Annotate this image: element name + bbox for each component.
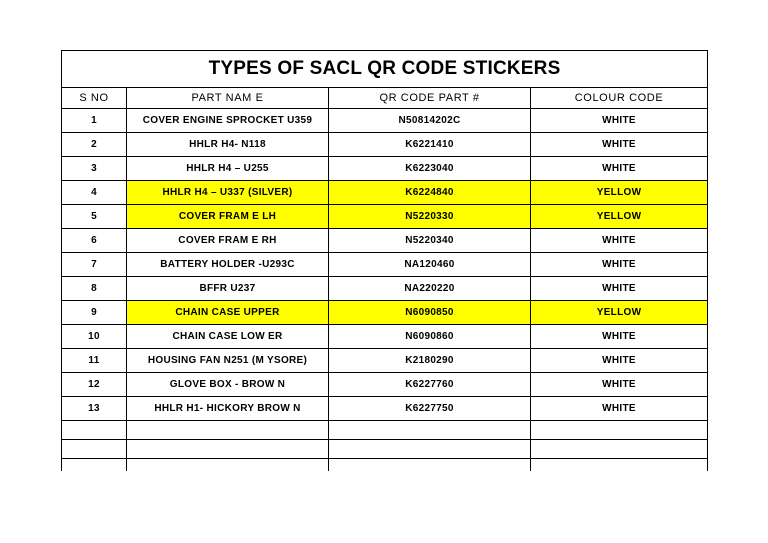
empty-cell xyxy=(329,440,531,459)
header-colour-code: COLOUR CODE xyxy=(531,88,708,109)
empty-row xyxy=(62,459,708,472)
cell-colour: WHITE xyxy=(531,397,708,421)
empty-cell xyxy=(531,459,708,472)
cell-colour: WHITE xyxy=(531,373,708,397)
cell-qr-code: K6227750 xyxy=(329,397,531,421)
empty-row xyxy=(62,440,708,459)
table-row xyxy=(62,277,708,301)
empty-cell xyxy=(62,459,127,472)
table-row xyxy=(62,205,708,229)
cell-sno: 11 xyxy=(62,349,127,373)
cell-colour: WHITE xyxy=(531,157,708,181)
cell-colour: WHITE xyxy=(531,277,708,301)
cell-qr-code: N5220330 xyxy=(329,205,531,229)
empty-cell xyxy=(531,440,708,459)
cell-colour: WHITE xyxy=(531,109,708,133)
cell-sno: 4 xyxy=(62,181,127,205)
cell-sno: 5 xyxy=(62,205,127,229)
cell-part-name: HOUSING FAN N251 (M YSORE) xyxy=(127,349,329,373)
empty-cell xyxy=(329,459,531,472)
cell-part-name: CHAIN CASE UPPER xyxy=(127,301,329,325)
cell-sno: 3 xyxy=(62,157,127,181)
cell-part-name: COVER FRAM E RH xyxy=(127,229,329,253)
cell-part-name: COVER ENGINE SPROCKET U359 xyxy=(127,109,329,133)
cell-qr-code: N5220340 xyxy=(329,229,531,253)
cell-sno: 6 xyxy=(62,229,127,253)
cell-qr-code: NA220220 xyxy=(329,277,531,301)
table-row xyxy=(62,181,708,205)
cell-part-name: HHLR H1- HICKORY BROW N xyxy=(127,397,329,421)
cell-part-name: BATTERY HOLDER -U293C xyxy=(127,253,329,277)
cell-part-name: HHLR H4 – U255 xyxy=(127,157,329,181)
empty-row xyxy=(62,421,708,440)
empty-cell xyxy=(531,421,708,440)
cell-part-name: CHAIN CASE LOW ER xyxy=(127,325,329,349)
table-row xyxy=(62,301,708,325)
cell-colour: YELLOW xyxy=(531,205,708,229)
empty-cell xyxy=(127,440,329,459)
cell-qr-code: N6090860 xyxy=(329,325,531,349)
cell-qr-code: NA120460 xyxy=(329,253,531,277)
empty-cell xyxy=(127,421,329,440)
cell-qr-code: K6221410 xyxy=(329,133,531,157)
table-title: TYPES OF SACL QR CODE STICKERS xyxy=(62,51,708,88)
cell-colour: WHITE xyxy=(531,229,708,253)
cell-colour: WHITE xyxy=(531,133,708,157)
header-qr-code: QR CODE PART # xyxy=(329,88,531,109)
table-row xyxy=(62,133,708,157)
stickers-table xyxy=(61,50,708,471)
stickers-sheet xyxy=(61,50,707,471)
empty-cell xyxy=(127,459,329,472)
title-row xyxy=(62,51,708,88)
cell-sno: 1 xyxy=(62,109,127,133)
table-row xyxy=(62,325,708,349)
empty-cell xyxy=(62,440,127,459)
cell-part-name: HHLR H4- N118 xyxy=(127,133,329,157)
table-row xyxy=(62,253,708,277)
cell-part-name: BFFR U237 xyxy=(127,277,329,301)
table-row xyxy=(62,373,708,397)
header-sno: S NO xyxy=(62,88,127,109)
table-row xyxy=(62,109,708,133)
empty-cell xyxy=(62,421,127,440)
header-part-name: PART NAM E xyxy=(127,88,329,109)
cell-sno: 8 xyxy=(62,277,127,301)
header-row xyxy=(62,88,708,109)
table-row xyxy=(62,229,708,253)
cell-colour: YELLOW xyxy=(531,301,708,325)
cell-colour: WHITE xyxy=(531,325,708,349)
cell-qr-code: K6227760 xyxy=(329,373,531,397)
cell-qr-code: K6223040 xyxy=(329,157,531,181)
cell-qr-code: K2180290 xyxy=(329,349,531,373)
table-row xyxy=(62,157,708,181)
cell-sno: 2 xyxy=(62,133,127,157)
cell-sno: 12 xyxy=(62,373,127,397)
cell-sno: 10 xyxy=(62,325,127,349)
cell-colour: WHITE xyxy=(531,253,708,277)
cell-qr-code: N50814202C xyxy=(329,109,531,133)
cell-part-name: GLOVE BOX - BROW N xyxy=(127,373,329,397)
cell-qr-code: K6224840 xyxy=(329,181,531,205)
cell-part-name: HHLR H4 – U337 (SILVER) xyxy=(127,181,329,205)
cell-part-name: COVER FRAM E LH xyxy=(127,205,329,229)
cell-qr-code: N6090850 xyxy=(329,301,531,325)
table-row xyxy=(62,397,708,421)
cell-sno: 7 xyxy=(62,253,127,277)
cell-colour: WHITE xyxy=(531,349,708,373)
table-row xyxy=(62,349,708,373)
cell-sno: 13 xyxy=(62,397,127,421)
cell-colour: YELLOW xyxy=(531,181,708,205)
cell-sno: 9 xyxy=(62,301,127,325)
empty-cell xyxy=(329,421,531,440)
